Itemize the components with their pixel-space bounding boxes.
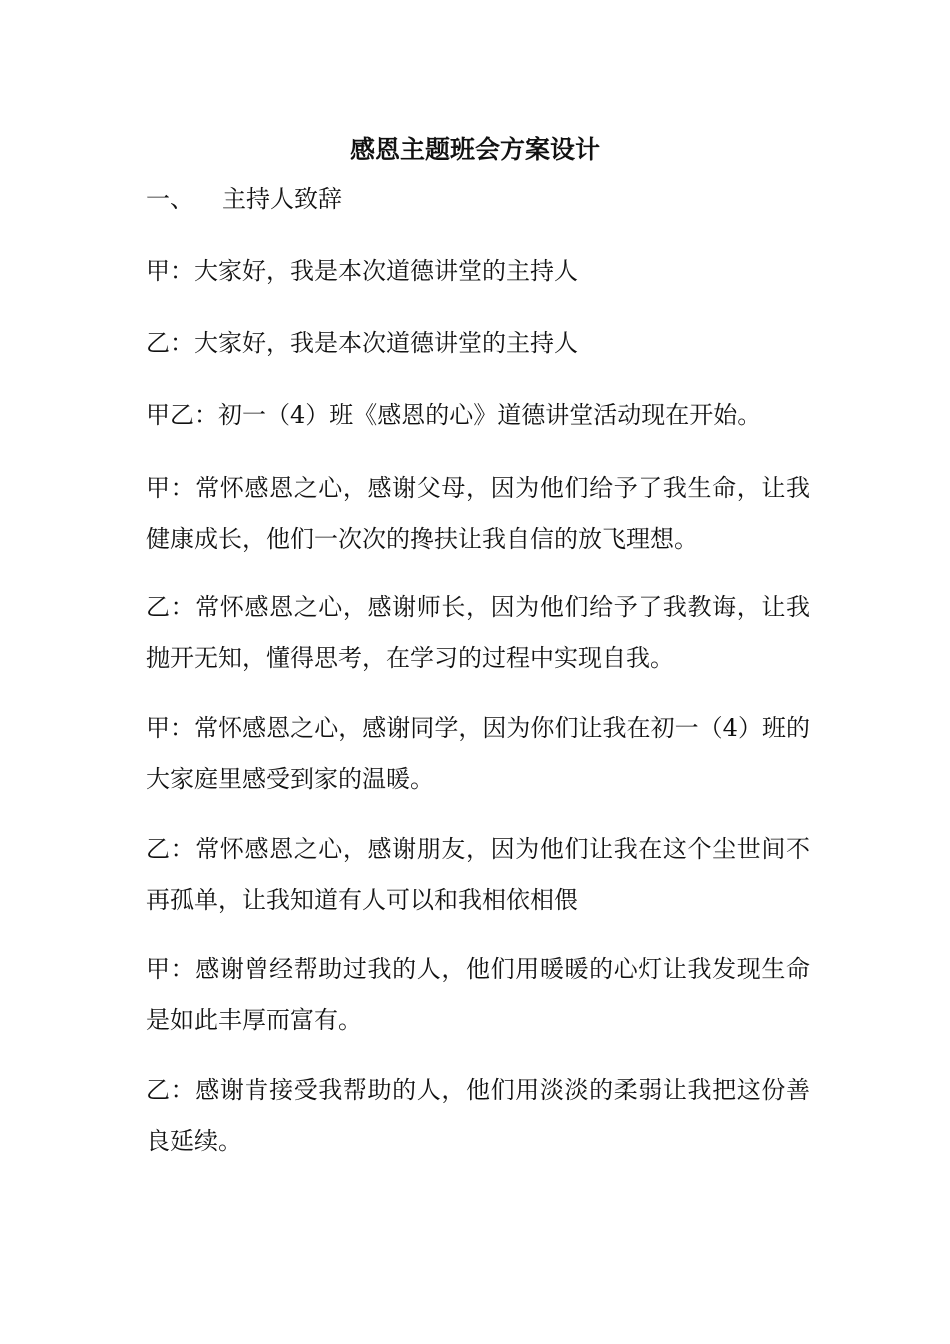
paragraph-text: 常怀感恩之心，感谢父母，因为他们给予了我生命，让我健康成长，他们一次次的搀扶让我自信的放飞理想。	[146, 474, 811, 553]
paragraph-2	[146, 318, 810, 369]
paragraph-text: 感谢肯接受我帮助的人，他们用淡淡的柔弱让我把这份善良延续。	[146, 1076, 811, 1155]
speaker-label: 甲：	[146, 257, 194, 285]
section-heading	[146, 182, 342, 216]
speaker-label: 甲：	[146, 474, 196, 502]
paragraph-5	[146, 582, 810, 684]
document-title: 感恩主题班会方案设计	[349, 135, 600, 164]
paragraph-9	[146, 1065, 810, 1167]
speaker-label: 甲：	[146, 955, 196, 983]
speaker-label: 乙：	[146, 1076, 196, 1104]
speaker-label: 乙：	[146, 593, 196, 621]
paragraph-text: 大家好，我是本次道德讲堂的主持人	[194, 257, 578, 285]
paragraph-6	[146, 703, 810, 805]
section-number: 一、	[146, 185, 194, 213]
paragraph-text: 常怀感恩之心，感谢同学，因为你们让我在初一（4）班的大家庭里感受到家的温暖。	[146, 714, 810, 793]
paragraph-1	[146, 246, 810, 297]
paragraph-7	[146, 824, 810, 926]
speaker-label: 乙：	[146, 329, 194, 357]
speaker-label: 乙：	[146, 835, 196, 863]
section-heading-text: 主持人致辞	[222, 185, 342, 213]
paragraph-text: 感谢曾经帮助过我的人，他们用暖暖的心灯让我发现生命是如此丰厚而富有。	[146, 955, 811, 1034]
speaker-label: 甲：	[146, 714, 195, 742]
paragraph-8	[146, 944, 810, 1046]
paragraph-text: 常怀感恩之心，感谢师长，因为他们给予了我教诲，让我抛开无知，懂得思考，在学习的过程中实现自我。	[146, 593, 811, 672]
paragraph-text: 大家好，我是本次道德讲堂的主持人	[194, 329, 578, 357]
paragraph-text: 初一（4）班《感恩的心》道德讲堂活动现在开始。	[218, 401, 762, 429]
paragraph-4	[146, 463, 810, 565]
speaker-label: 甲乙：	[146, 401, 218, 429]
paragraph-3	[146, 390, 810, 441]
paragraph-text: 常怀感恩之心，感谢朋友，因为他们让我在这个尘世间不再孤单，让我知道有人可以和我相依相偎	[146, 835, 811, 914]
